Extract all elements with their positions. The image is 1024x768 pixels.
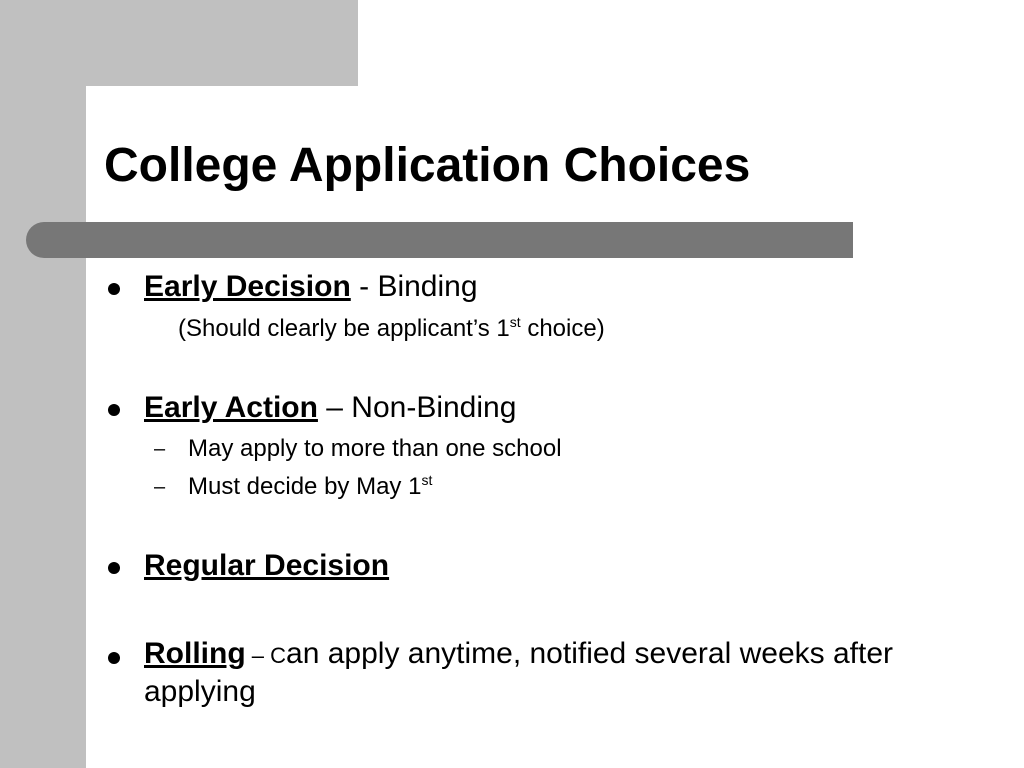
bullet-icon <box>108 404 120 416</box>
description: Non-Binding <box>351 391 517 424</box>
bullet-icon <box>108 652 120 664</box>
top-decorative-band <box>0 0 358 86</box>
note-suffix: choice) <box>520 315 605 342</box>
separator: – <box>245 643 271 668</box>
early-decision-note <box>178 314 605 344</box>
subpoint-text: Must decide by May 1 <box>188 473 422 500</box>
separator: – <box>317 391 352 424</box>
list-item-rolling <box>144 636 964 710</box>
dash-icon: – <box>154 476 166 498</box>
dash-icon: – <box>154 438 166 460</box>
term-early-decision: Early Decision <box>144 270 351 303</box>
term-early-action: Early Action <box>144 391 318 424</box>
subpoint-superscript: st <box>421 472 433 488</box>
separator: - <box>350 270 378 303</box>
term-regular-decision: Regular Decision <box>144 549 390 582</box>
list-item-early-decision <box>144 269 478 305</box>
list-item-early-action <box>144 390 516 426</box>
slide-title: College Application Choices <box>104 139 751 192</box>
description: Binding <box>377 270 478 303</box>
bullet-icon <box>108 562 120 574</box>
term-rolling: Rolling <box>144 637 246 670</box>
note-text: (Should clearly be applicant’s 1 <box>178 315 510 342</box>
first-letter: C <box>270 643 287 668</box>
subpoint-more-than-one-school <box>188 434 562 464</box>
title-divider-bar <box>26 222 853 258</box>
note-superscript: st <box>509 314 521 330</box>
subpoint-text: May apply to more than one school <box>188 435 562 462</box>
list-item-regular-decision <box>144 548 389 584</box>
left-decorative-band <box>0 0 86 768</box>
description: an apply anytime, notified several weeks after applying <box>144 637 894 708</box>
subpoint-decide-by-may <box>188 472 432 502</box>
bullet-icon <box>108 283 120 295</box>
